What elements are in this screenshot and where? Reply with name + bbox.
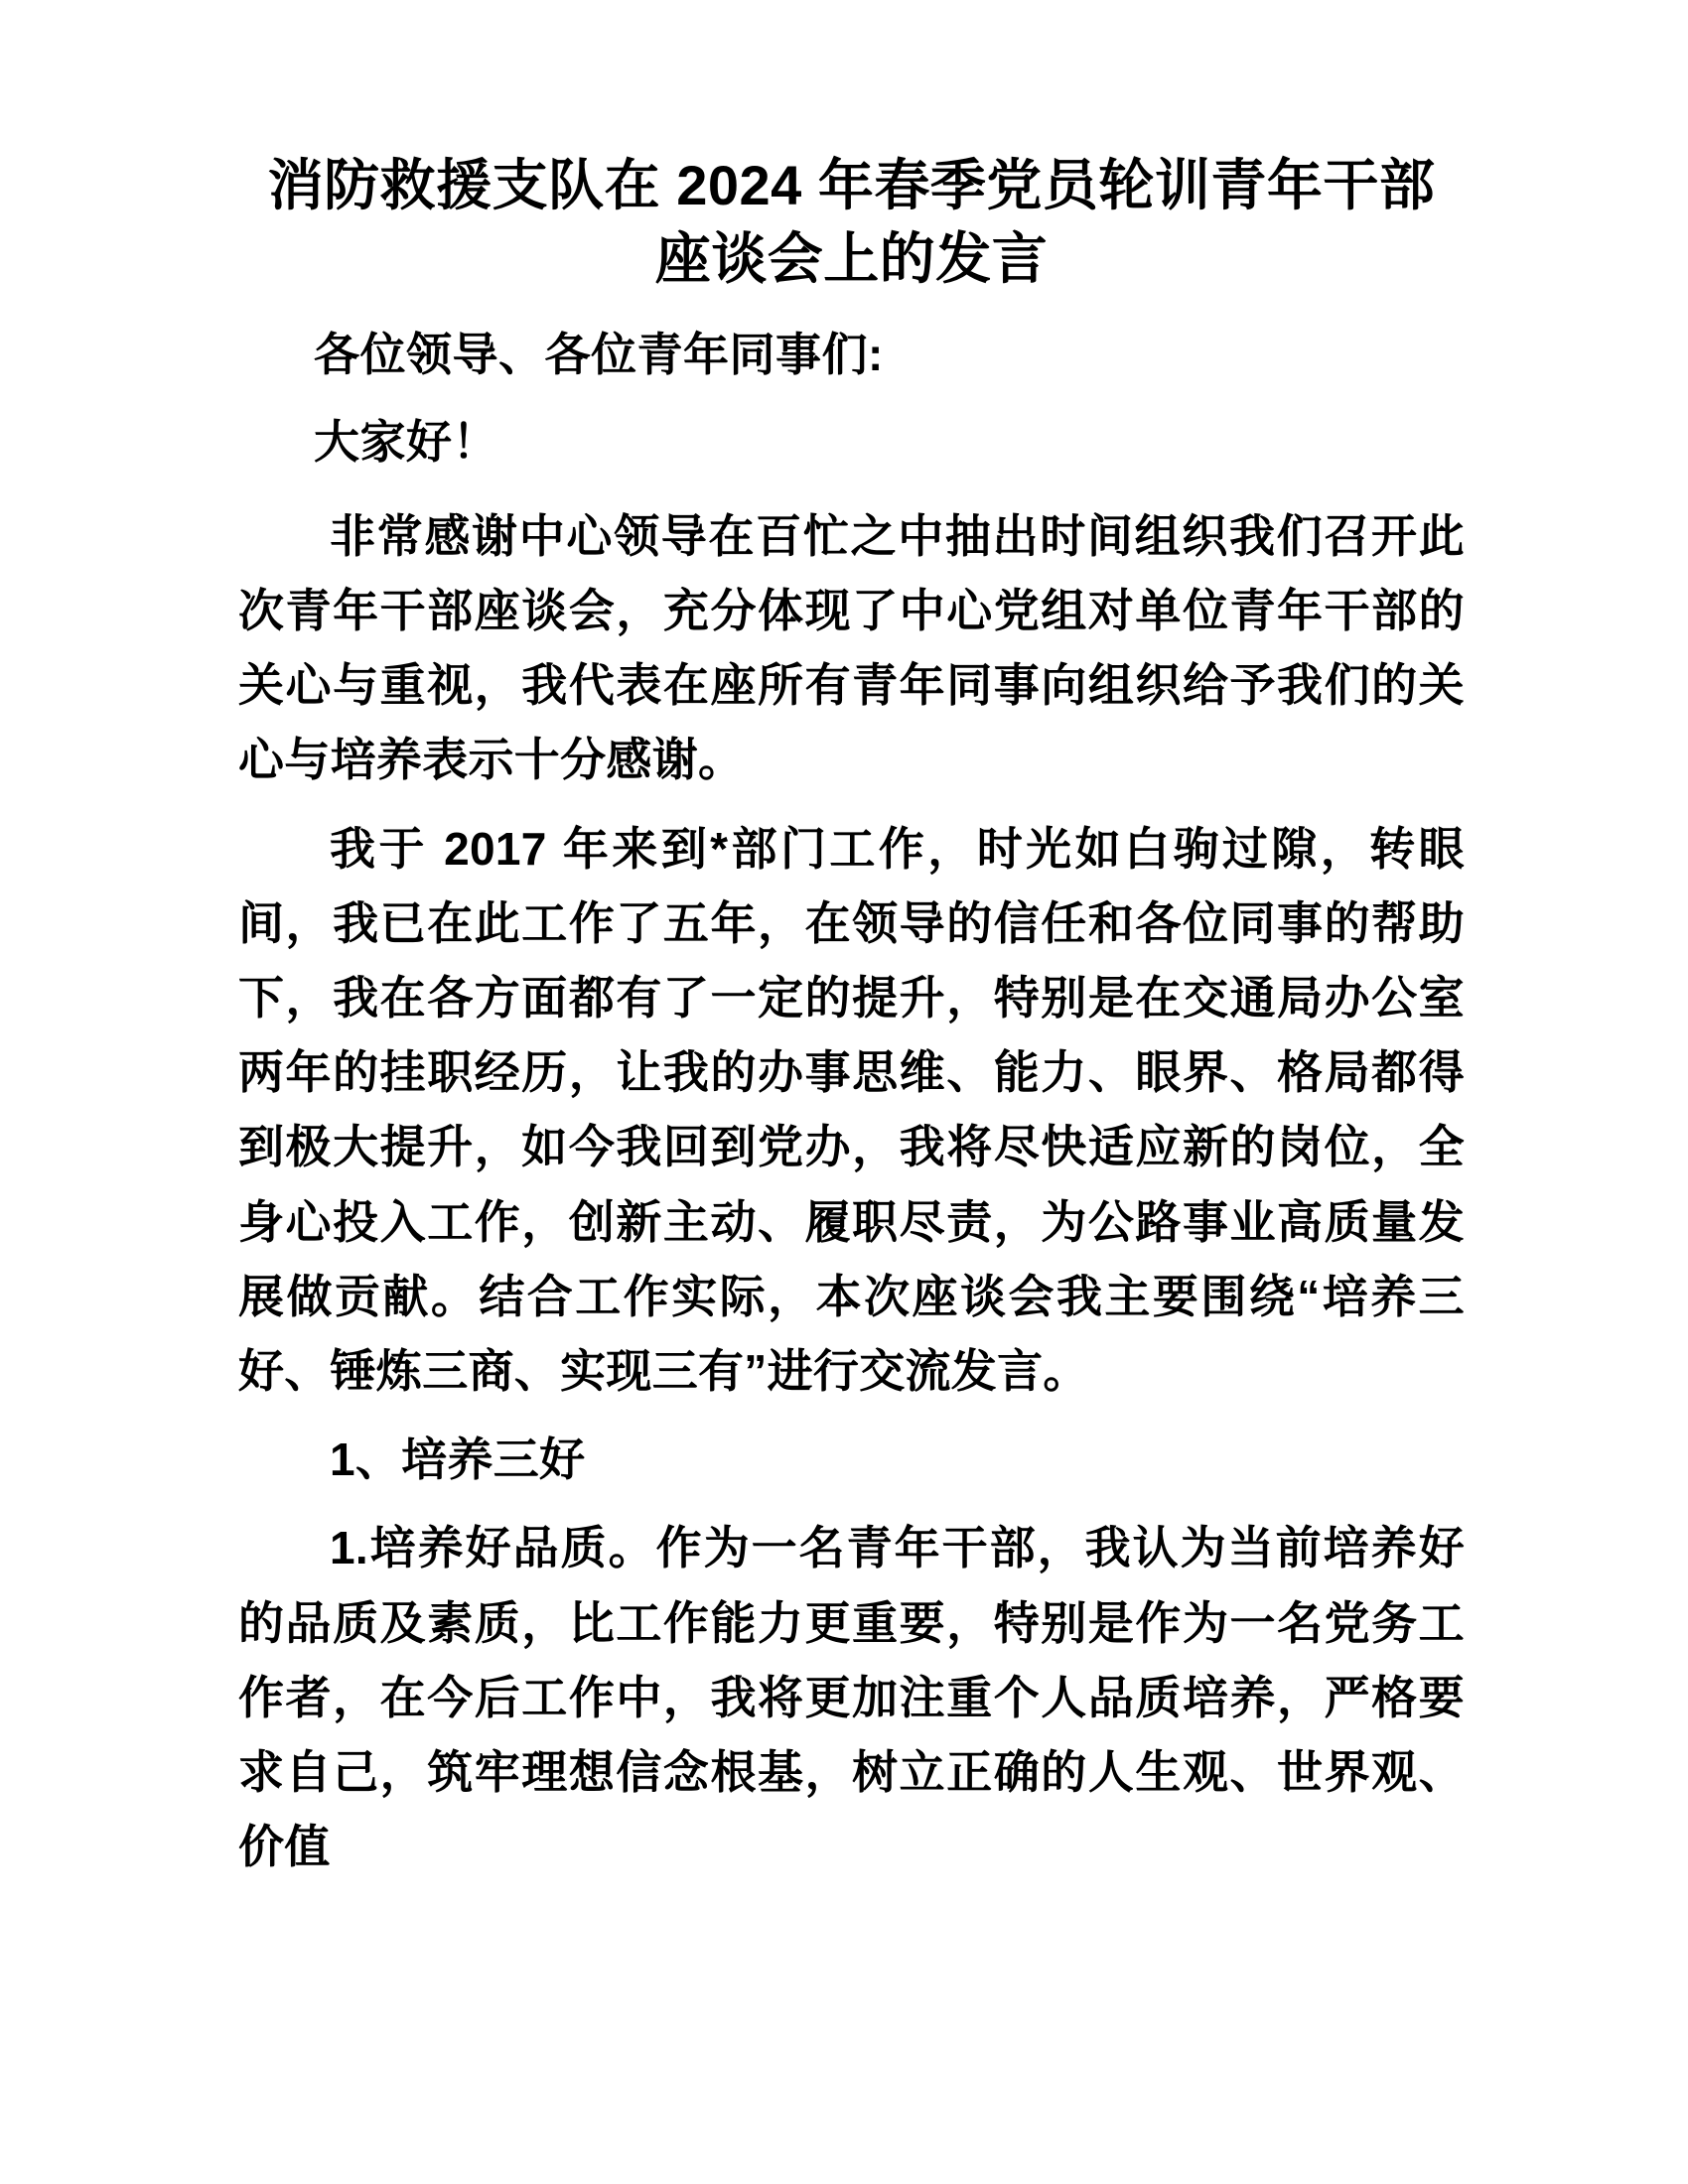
- page-title-line-1: 消防救援支队在 2024 年春季党员轮训青年干部: [267, 154, 1436, 216]
- spacer: [238, 1497, 1465, 1511]
- spacer: [238, 1409, 1465, 1423]
- body-paragraph-2: 我于 2017 年来到*部门工作，时光如白驹过隙，转眼间，我已在此工作了五年，在领导的信任和各位同事的帮助下，我在各方面都有了一定的提升，特别是在交通局办公室两年的挂职经历，让我的办事思维、能力、眼界、格局都得到极大提升，如今我回到党办，我将尽快适应新的岗位，全身心投入工作，创新主动、履职尽责，为公路事业高质量发展做贡献。结合工作实际，本次座谈会我主要围绕“培养三好、锤炼三商、实现三有”进行交流发言。: [238, 822, 1465, 1398]
- section-heading-1: 1、培养三好: [330, 1433, 586, 1486]
- spacer: [238, 479, 1465, 499]
- page-title: [238, 149, 1465, 296]
- page-title-line-2: 座谈会上的发言: [654, 226, 1049, 290]
- spacer: [238, 391, 1465, 405]
- body-paragraph-1: 非常感谢中心领导在百忙之中抽出时间组织我们召开此次青年干部座谈会，充分体现了中心党组对单位青年干部的关心与重视，我代表在座所有青年同事向组织给予我们的关心与培养表示十分感谢。: [238, 509, 1465, 786]
- salutation-addressees: 各位领导、各位青年同事们:: [314, 328, 884, 380]
- spacer: [238, 798, 1465, 812]
- body-paragraph-3: 1.培养好品质。作为一名青年干部，我认为当前培养好的品质及素质，比工作能力更重要，特别是作为一名党务工作者，在今后工作中，我将更加注重个人品质培养，严格要求自己，筑牢理想信念根基，树立正确的人生观、世界观、价值: [238, 1522, 1465, 1873]
- salutation-greeting: 大家好！: [314, 416, 498, 469]
